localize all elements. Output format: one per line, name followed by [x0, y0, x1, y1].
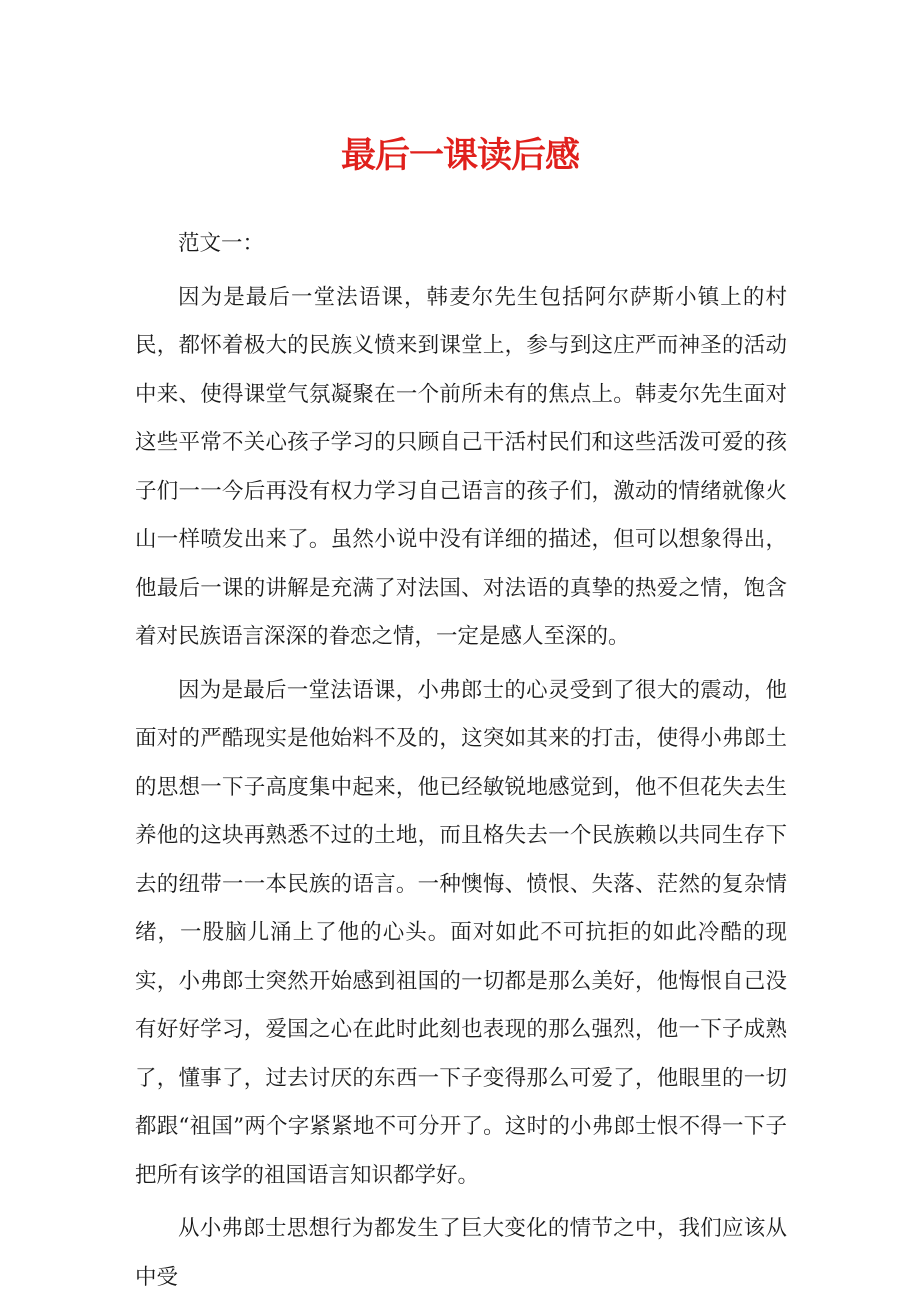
paragraph-1: 因为是最后一堂法语课，韩麦尔先生包括阿尔萨斯小镇上的村民，都怀着极大的民族义愤来到课堂上，参与到这庄严而神圣的活动中来、使得课堂气氛凝聚在一个前所未有的焦点上。韩麦尔先生面对这些平常不关心孩子学习的只顾自己干活村民们和这些活泼可爱的孩子们一一今后再没有权力学习自己语言的孩子们，激动的情绪就像火山一样喷发出来了。虽然小说中没有详细的描述，但可以想象得出，他最后一课的讲解是充满了对法国、对法语的真挚的热爱之情，饱含着对民族语言深深的眷恋之情，一定是感人至深的。 — [135, 284, 787, 649]
document-title: 最后一课读后感 — [340, 136, 579, 176]
document-body — [135, 220, 787, 1307]
paragraph-3: 从小弗郎士思想行为都发生了巨大变化的情节之中，我们应该从中受 — [135, 1216, 787, 1290]
paragraph-2: 因为是最后一堂法语课，小弗郎士的心灵受到了很大的震动，他面对的严酷现实是他始料不及的，这突如其来的打击，使得小弗郎土的思想一下子高度集中起来，他已经敏锐地感觉到，他不但花失去生养他的这块再熟悉不过的土地，而且格失去一个民族赖以共同生存下去的纽带一一本民族的语言。一种懊悔、愤恨、失落、茫然的复杂情绪，一股脑儿涌上了他的心头。面对如此不可抗拒的如此冷酷的现实，小弗郎士突然开始感到祖国的一切都是那么美好，他悔恨自己没有好好学习，爱国之心在此时此刻也表现的那么强烈，他一下子成熟了，懂事了，过去讨厌的东西一下子变得那么可爱了，他眼里的一切都跟“祖国”两个字紧紧地不可分开了。这时的小弗郎士恨不得一下子把所有该学的祖国语言知识都学好。 — [135, 677, 787, 1188]
section-label: 范文一： — [178, 231, 265, 256]
